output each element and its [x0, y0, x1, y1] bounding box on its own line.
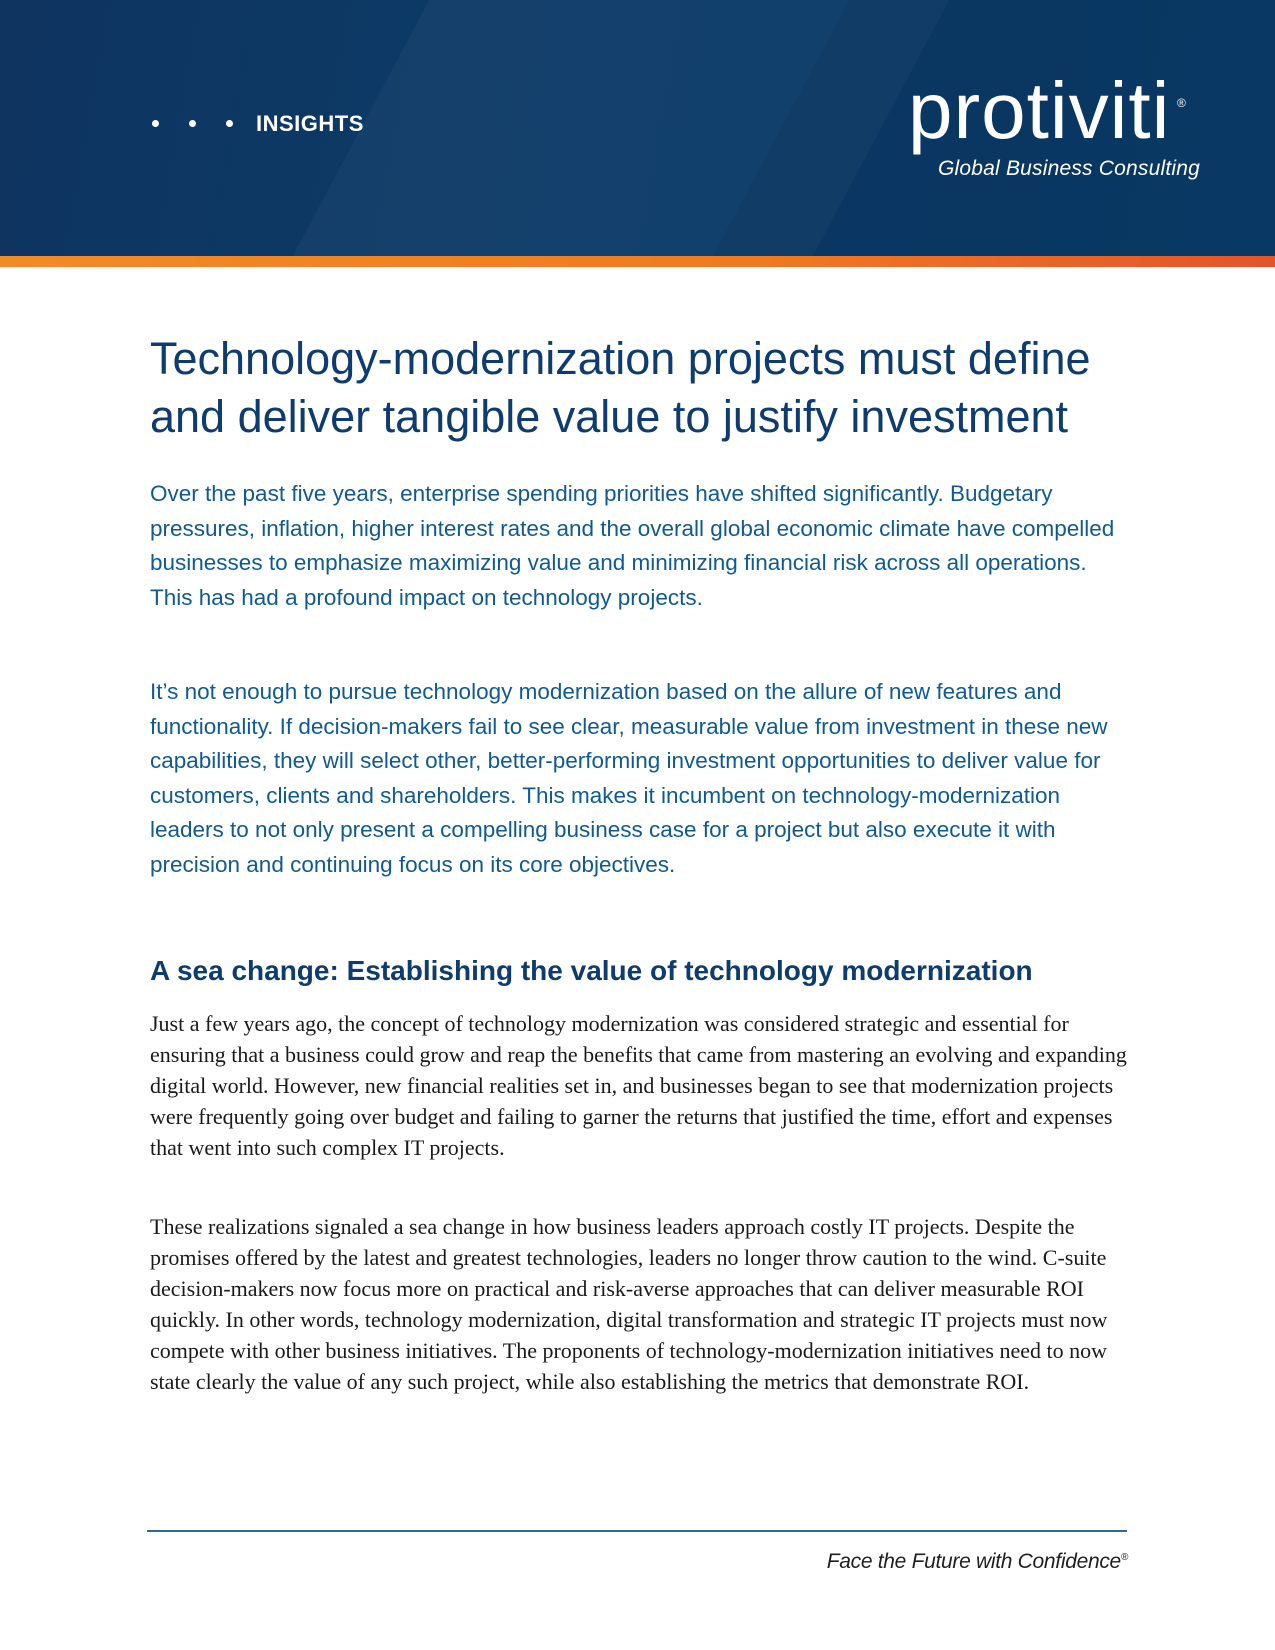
section-heading: A sea change: Establishing the value of technology modernization [150, 955, 1033, 986]
section-label: INSIGHTS [256, 111, 364, 136]
body-paragraph: These realizations signaled a sea change in how business leaders approach costly IT projects. Despite the promises offered by the latest and greatest technologies, leaders no longer throw caution to the wind. C-suite decision-makers now focus more on practical and risk-averse approaches that can deliver measurable ROI quickly. In other words, technology modernization, digital transformation and strategic IT projects must now compete with other business initiatives. The proponents of technology-modernization initiatives need to now state clearly the value of any such project, while also establishing the metrics that demonstrate ROI. [150, 1214, 1108, 1394]
dot-icon [189, 120, 196, 127]
logo-tagline: Global Business Consulting [938, 157, 1201, 180]
dot-icon [226, 120, 233, 127]
body-paragraph: Just a few years ago, the concept of technology modernization was considered strategic and essential for ensuring that a business could grow and reap the benefits that came from mastering an evolving and expanding digital world. However, new financial realities set in, and businesses began to see that modernization projects were frequently going over budget and failing to garner the returns that justified the time, effort and expenses that went into such complex IT projects. [150, 1011, 1127, 1160]
footer-tagline-text: Face the Future with Confidence [826, 1550, 1121, 1573]
header-banner [0, 0, 1275, 256]
intro-paragraph: It’s not enough to pursue technology modernization based on the allure of new features and functionality. If decision-makers fail to see clear, measurable value from investment in these new capabilities, they will select other, better-performing investment opportunities to deliver value for customers, clients and shareholders. This makes it incumbent on technology-modernization leaders to not only present a compelling business case for a project but also execute it with precision and continuing focus on its core objectives. [150, 679, 1108, 877]
accent-bar [0, 256, 1275, 267]
intro-paragraph: Over the past five years, enterprise spending priorities have shifted significantly. Budgetary pressures, inflation, higher interest rates and the overall global economic climate have compelled businesses to emphasize maximizing value and minimizing financial risk across all operations. This has had a profound impact on technology projects. [150, 481, 1115, 610]
footer-registered-mark: ® [1120, 1552, 1128, 1563]
logo-registered-mark: ® [1177, 96, 1186, 110]
dot-icon [152, 120, 159, 127]
page-title: Technology-modernization projects must define and deliver tangible value to justify investment [150, 333, 1091, 442]
protiviti-logo: protiviti [908, 66, 1171, 155]
footer-divider [147, 1530, 1127, 1532]
footer-tagline [827, 1550, 1128, 1574]
